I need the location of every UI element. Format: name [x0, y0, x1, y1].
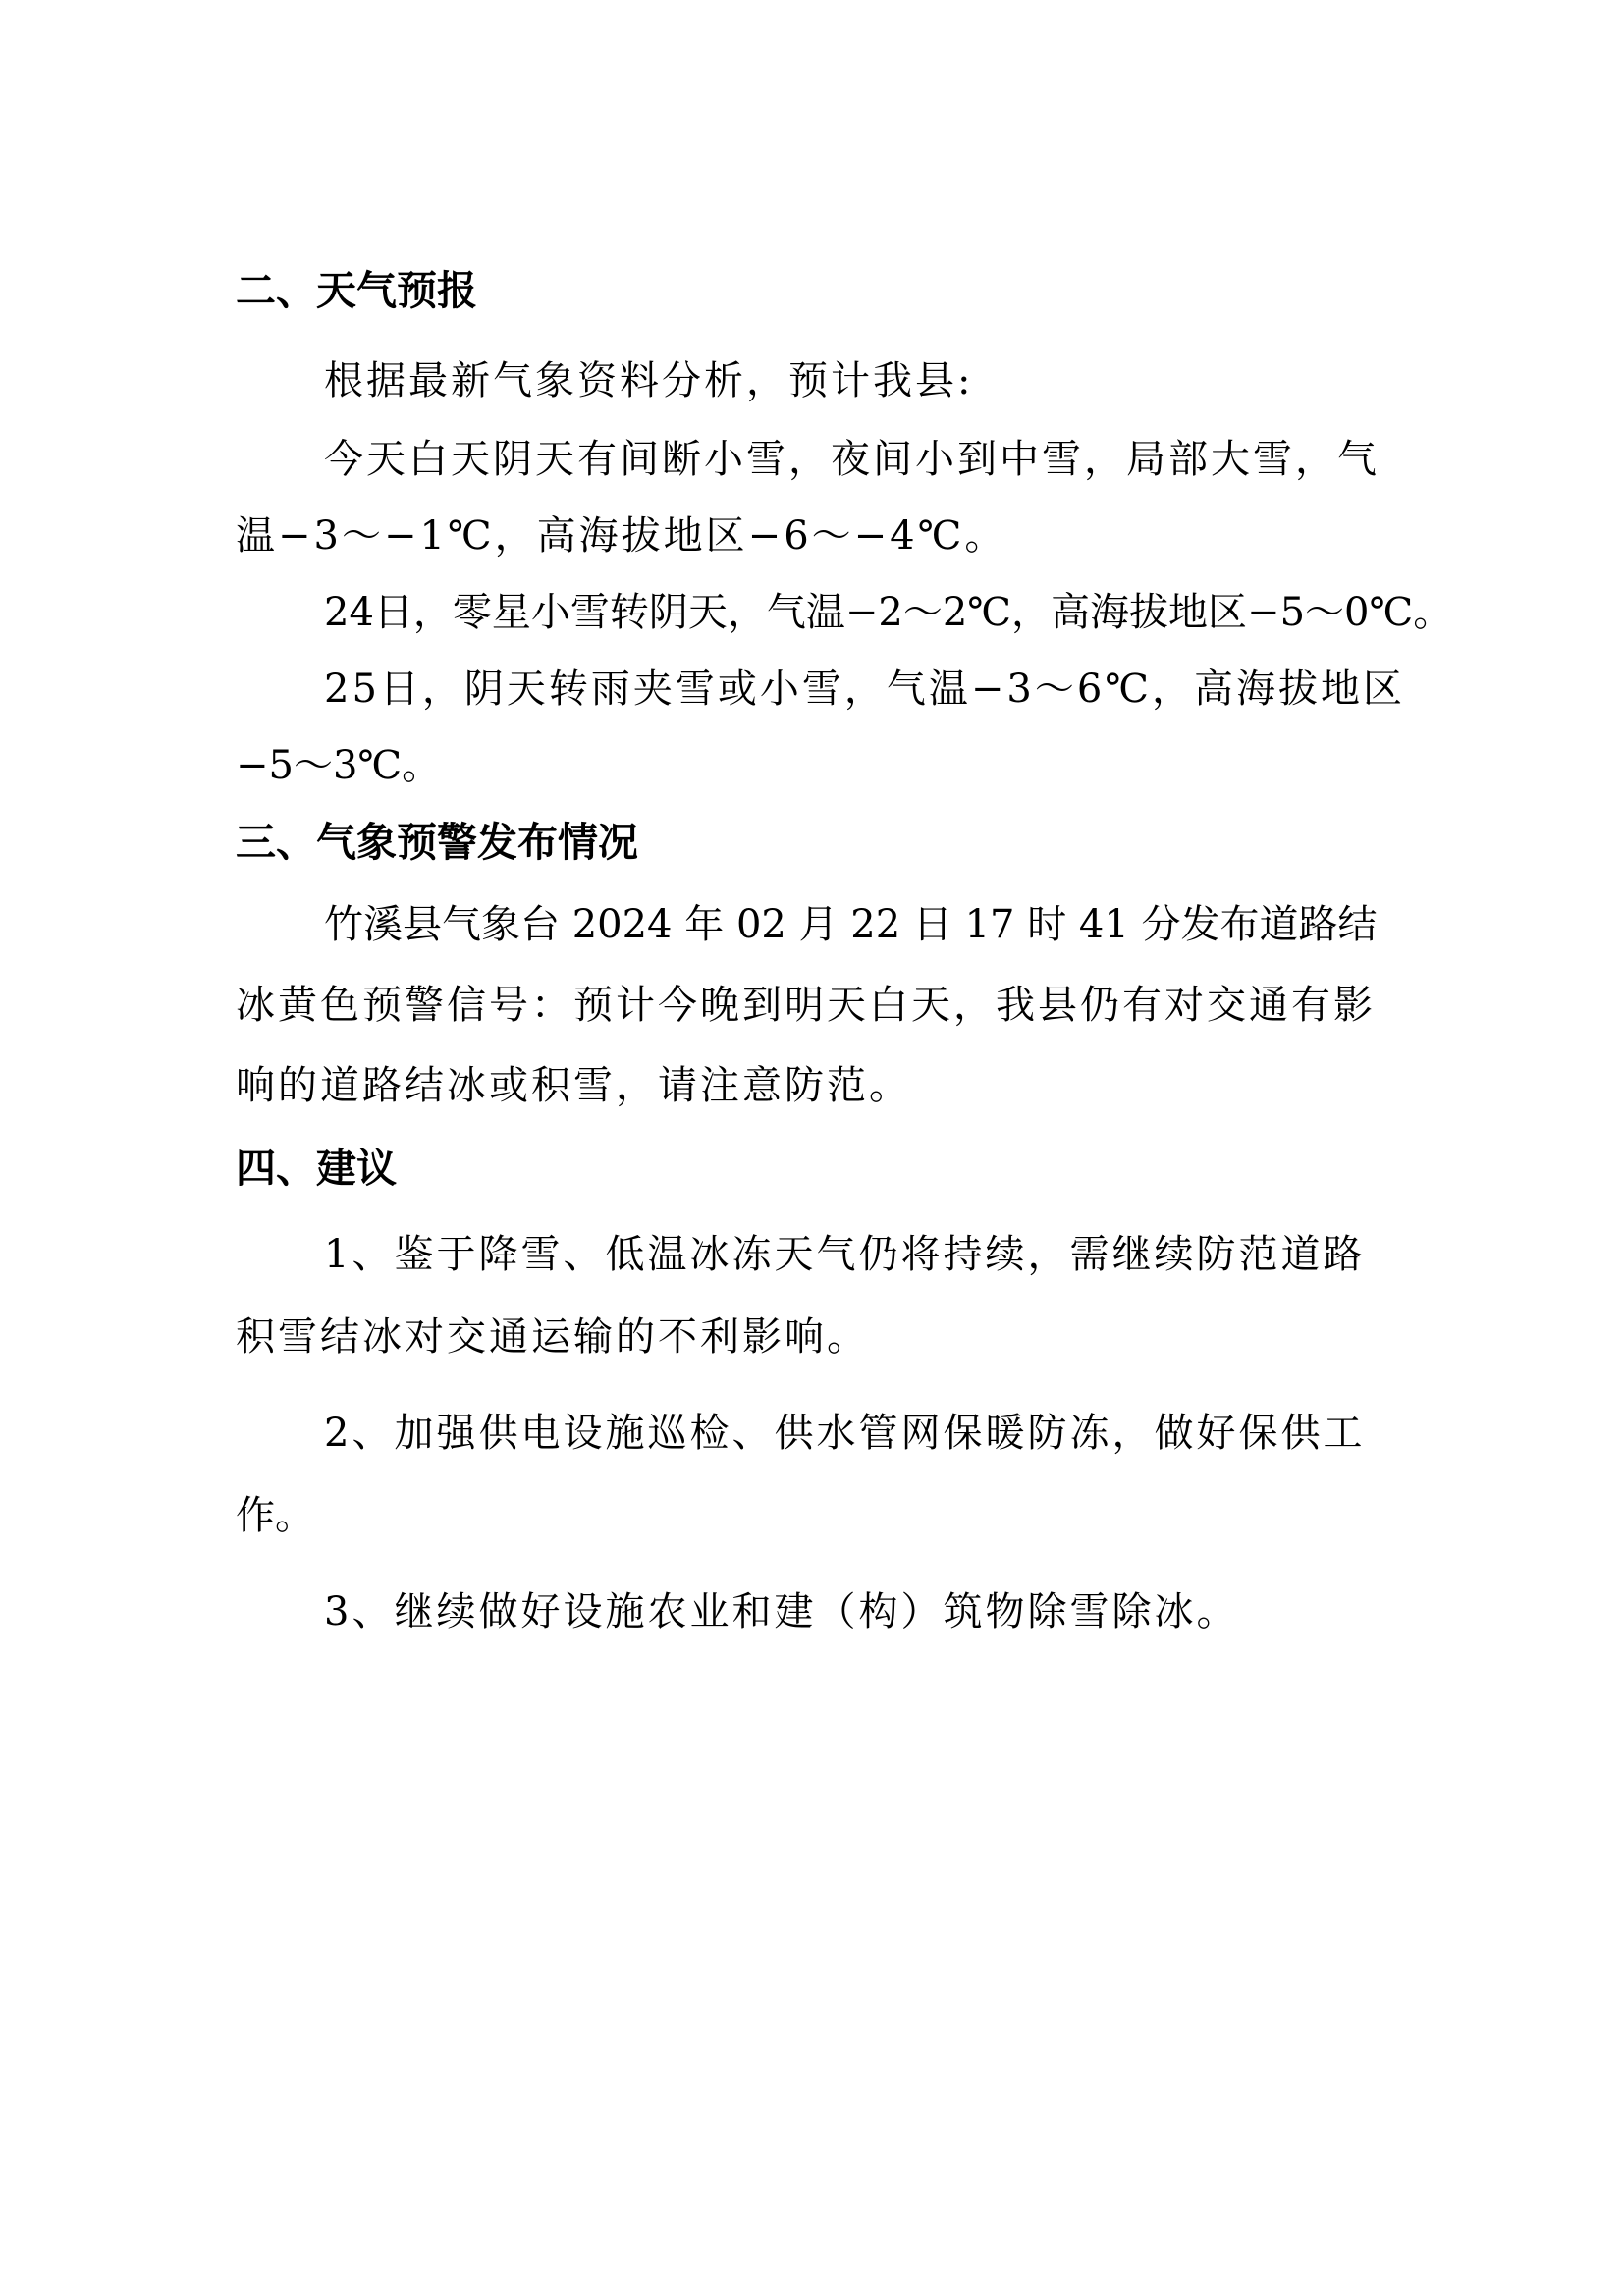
suggestion-1-line-1: 1、鉴于降雪、低温冰冻天气仍将持续，需继续防范道路	[324, 1232, 1366, 1277]
suggestion-3: 3、继续做好设施农业和建（构）筑物除雪除冰。	[324, 1589, 1239, 1634]
forecast-today-line-2: 温−3～−1℃，高海拔地区−6～−4℃。	[236, 513, 1007, 559]
warning-line-3: 响的道路结冰或积雪，请注意防范。	[236, 1063, 911, 1108]
section-heading-warning: 三、气象预警发布情况	[236, 819, 638, 866]
suggestion-2-line-2: 作。	[236, 1493, 314, 1538]
forecast-25th-line-1: 25日，阴天转雨夹雪或小雪，气温−3～6℃，高海拔地区	[324, 667, 1406, 712]
section-heading-suggestions: 四、建议	[236, 1145, 397, 1192]
forecast-24th: 24日，零星小雪转阴天，气温−2～2℃，高海拔地区−5～0℃。	[324, 590, 1453, 635]
section-heading-weather-forecast: 二、天气预报	[236, 267, 477, 314]
warning-line-2: 冰黄色预警信号：预计今晚到明天白天，我县仍有对交通有影	[236, 983, 1376, 1028]
forecast-25th-line-2: −5～3℃。	[236, 743, 442, 788]
suggestion-1-line-2: 积雪结冰对交通运输的不利影响。	[236, 1314, 869, 1360]
forecast-today-line-1: 今天白天阴天有间断小雪，夜间小到中雪，局部大雪，气	[324, 437, 1380, 482]
warning-line-1: 竹溪县气象台 2024 年 02 月 22 日 17 时 41 分发布道路结	[324, 902, 1378, 947]
suggestion-2-line-1: 2、加强供电设施巡检、供水管网保暖防冻，做好保供工	[324, 1411, 1366, 1456]
forecast-intro: 根据最新气象资料分析，预计我县:	[324, 358, 974, 403]
